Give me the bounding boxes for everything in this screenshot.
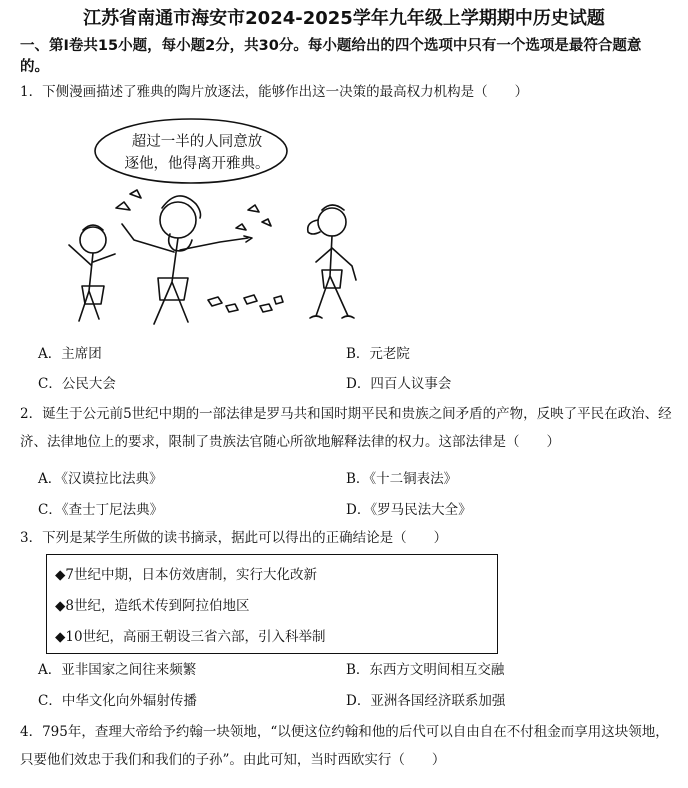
q3-option-a: A．亚非国家之间往来频繁 [38, 662, 197, 678]
q1-option-a: A．主席团 [38, 346, 102, 362]
question-3-stem: 3．下列是某学生所做的读书摘录，据此可以得出的正确结论是（ ） [20, 530, 448, 546]
excerpt-item: ◆7世纪中期，日本仿效唐制，实行大化改新 [55, 567, 317, 583]
excerpt-item: ◆8世纪，造纸术传到阿拉伯地区 [55, 598, 250, 614]
q3-option-b: B．东西方文明间相互交融 [346, 662, 505, 678]
q2-option-d: D．《罗马民法大全》 [346, 502, 472, 518]
q3-option-d: D．亚洲各国经济联系加强 [346, 693, 506, 709]
ostracism-cartoon-illustration [38, 110, 288, 335]
ostracized-man-illustration [292, 200, 372, 330]
question-2-stem: 2．诞生于公元前5世纪中期的一部法律是罗马共和国时期平民和贵族之间矛盾的产物，反映了平民在政治、经济、法律地位上的要求，限制了贵族法官随心所欲地解释法律的权力。这部法律是（ ） [20, 406, 672, 450]
page-title: 江苏省南通市海安市2024-2025学年九年级上学期期中历史试题 [83, 8, 605, 29]
q1-option-c: C．公民大会 [38, 376, 116, 392]
reading-excerpt-box [46, 554, 498, 654]
question-1-stem: 1．下侧漫画描述了雅典的陶片放逐法，能够作出这一决策的最高权力机构是（ ） [20, 84, 529, 100]
section-heading: 一、第Ⅰ卷共15小题，每小题2分，共30分。每小题给出的四个选项中只有一个选项是最符合题意的。 [20, 38, 642, 75]
speech-bubble-line-2: 逐他，他得离开雅典。 [124, 156, 270, 172]
q2-option-c: C．《查士丁尼法典》 [38, 502, 164, 518]
q2-option-a: A．《汉谟拉比法典》 [38, 471, 163, 487]
q3-option-c: C．中华文化向外辐射传播 [38, 693, 197, 709]
question-4-stem: 4．795年，查理大帝给予约翰一块领地，“以便这位约翰和他的后代可以自由自在不付租金而享用这块领地，只要他们效忠于我们和我们的子孙”。由此可知，当时西欧实行（ ） [20, 724, 669, 768]
excerpt-item: ◆10世纪，高丽王朝设三省六部，引入科举制 [55, 629, 326, 645]
speech-bubble-line-1: 超过一半的人同意放 [131, 134, 263, 150]
q1-option-d: D．四百人议事会 [346, 376, 452, 392]
q2-option-b: B．《十二铜表法》 [346, 471, 458, 487]
q1-option-b: B．元老院 [346, 346, 410, 362]
